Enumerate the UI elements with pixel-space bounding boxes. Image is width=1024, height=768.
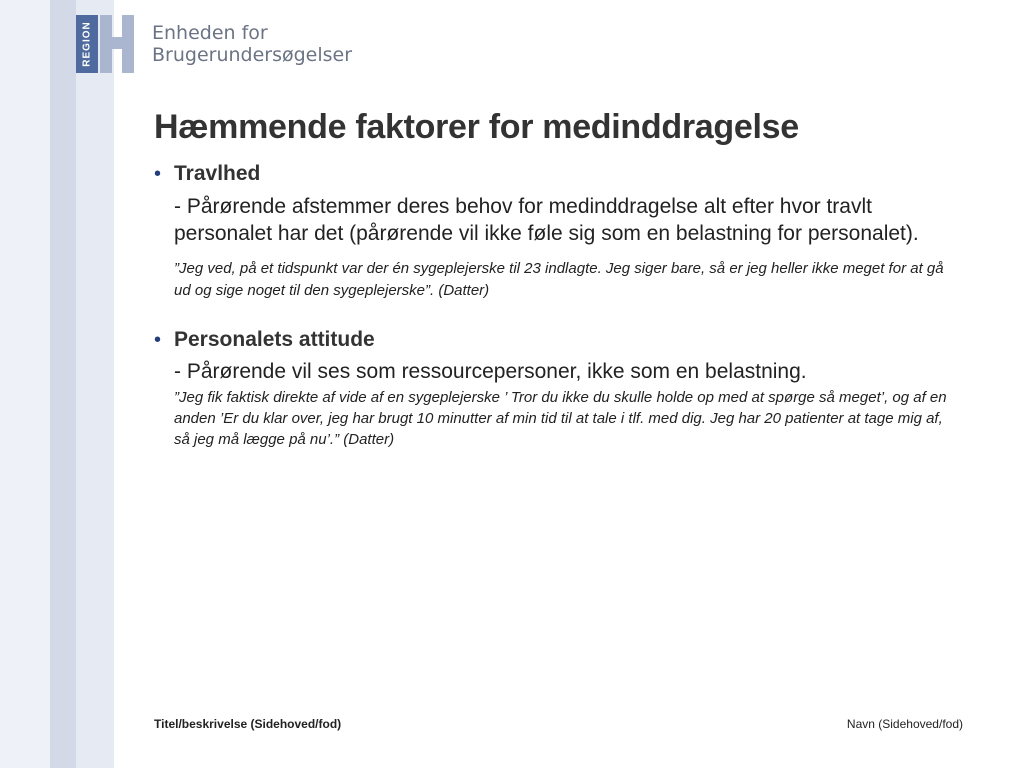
slide-content — [154, 162, 954, 450]
region-logo — [76, 15, 134, 73]
left-stripe-outer — [0, 0, 50, 768]
left-stripe-inner — [76, 0, 114, 768]
region-logo-text: REGION — [81, 21, 93, 67]
section-body: - Pårørende afstemmer deres behov for medinddragelse alt efter hvor travlt personalet har det (pårørende vil ikke føle sig som en belastning for personalet). — [174, 195, 919, 245]
region-logo-band — [76, 15, 98, 73]
section-quote: ”Jeg fik faktisk direkte af vide af en sygeplejerske ’ Tror du ikke du skulle holde op med at spørge så meget’, og af en anden ’Er du klar over, jeg har brugt 10 minutter af min tid til at tale i tlf. med dig. Jeg har 20 patienter at tage mig af, så jeg må lægge på nu’.” (Datter) — [174, 389, 947, 448]
section-travlhed — [154, 162, 954, 302]
left-stripe-middle — [50, 0, 76, 768]
h-logo-icon — [100, 15, 134, 73]
footer-name: Navn (Sidehoved/fod) — [846, 717, 963, 731]
bullet-icon: • — [154, 329, 162, 351]
section-personalets-attitude — [154, 328, 954, 450]
footer-title: Titel/beskrivelse (Sidehoved/fod) — [154, 717, 342, 731]
slide-title: Hæmmende faktorer for medinddragelse — [154, 108, 799, 146]
organization-name — [152, 22, 352, 66]
section-heading: Personalets attitude — [174, 328, 375, 351]
section-quote: ”Jeg ved, på et tidspunkt var der én sygeplejerske til 23 indlagte. Jeg siger bare, så er jeg heller ikke meget for at gå ud og sige noget til den sygeplejerske”. (Datter) — [174, 260, 944, 299]
section-body: - Pårørende vil ses som ressourcepersoner, ikke som en belastning. — [174, 360, 807, 383]
organization-name-line2: Brugerundersøgelser — [152, 44, 353, 66]
section-heading: Travlhed — [174, 162, 261, 185]
organization-name-line1: Enheden for — [152, 22, 268, 44]
bullet-icon: • — [154, 163, 162, 185]
